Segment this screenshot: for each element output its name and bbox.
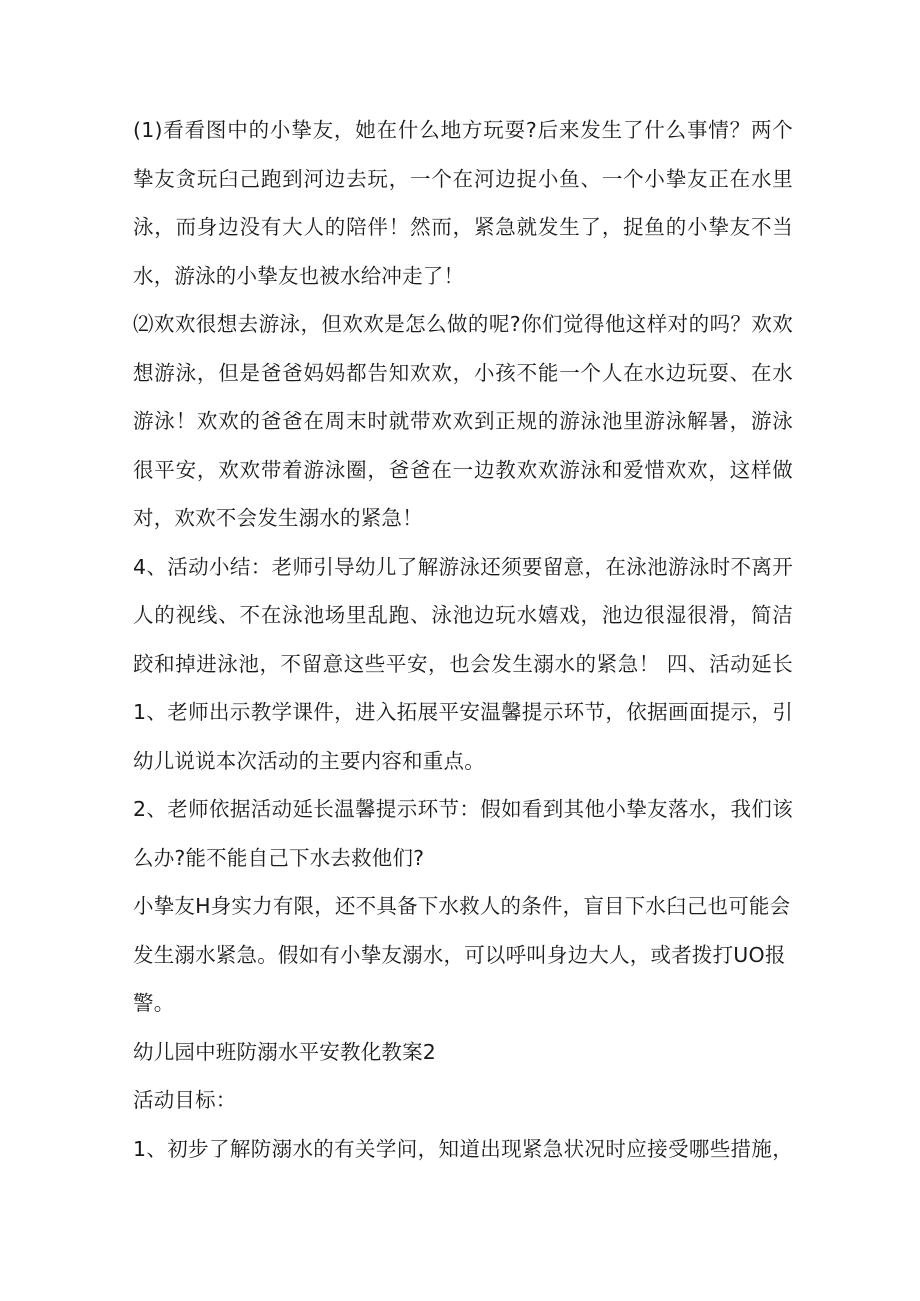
- text-line: 2、老师依据活动延长温馨提示环节：假如看到其他小挚友落水，我们该: [133, 797, 793, 821]
- text-line: 很平安，欢欢带着游泳圈，爸爸在一边教欢欢游泳和爱惜欢欢，这样做: [133, 457, 793, 482]
- text-line: 挚友贪玩臼己跑到河边去玩，一个在河边捉小鱼、一个小挚友正在水里: [133, 166, 793, 191]
- text-line: 对，欢欢不会发生溺水的紧急！: [133, 506, 423, 530]
- text-line: (1)看看图中的小挚友，她在什么地方玩耍?后来发生了什么事情？两个: [133, 118, 793, 142]
- text-line: 人的视线、不在泳池场里乱跑、泳池边玩水嬉戏，池边很湿很滑，简洁: [133, 603, 793, 627]
- text-line: 水，游泳的小挚友也被水给冲走了！: [133, 263, 465, 288]
- text-line: 想游泳，但是爸爸妈妈都告知欢欢，小孩不能一个人在水边玩耍、在水: [133, 360, 793, 385]
- text-line: 警。: [133, 991, 175, 1015]
- text-line: 4、活动小结：老师引导幼儿了解游泳还须要留意，在泳池游泳时不离开: [133, 554, 793, 579]
- section-heading: 幼儿园中班防溺水平安教化教案2: [133, 1039, 437, 1064]
- text-line: 小挚友H身实力有限，还不具备下水救人的条件，盲目下水臼己也可能会: [133, 894, 791, 918]
- text-line: 么办?能不能自己下水去救他们?: [133, 845, 425, 870]
- text-line: 游泳！欢欢的爸爸在周末时就带欢欢到正规的游泳池里游泳解暑，游泳: [133, 409, 793, 433]
- text-line: 幼儿说说本次活动的主要内容和重点。: [133, 748, 485, 773]
- text-line: 1、初步了解防溺水的有关学问，知道出现紧急状况时应接受哪些措施，: [133, 1136, 793, 1161]
- text-line: 泳，而身边没有大人的陪伴！然而，紧急就发生了，捉鱼的小挚友不当: [133, 215, 793, 239]
- text-line: 跤和掉进泳池，不留意这些平安，也会发生溺水的紧急！ 四、活动延长: [133, 651, 793, 676]
- text-line: 1、老师出示教学课件，进入拓展平安温馨提示环节，依据画面提示，引: [133, 700, 793, 724]
- text-line: 活动目标：: [133, 1088, 237, 1112]
- text-line: 发生溺水紧急。假如有小挚友溺水，可以呼叫身边大人，或者拨打UO报: [133, 942, 786, 967]
- document-body: [133, 106, 793, 1173]
- text-line: ⑵欢欢很想去游泳，但欢欢是怎么做的呢?你们觉得他这样对的吗？欢欢: [133, 312, 793, 336]
